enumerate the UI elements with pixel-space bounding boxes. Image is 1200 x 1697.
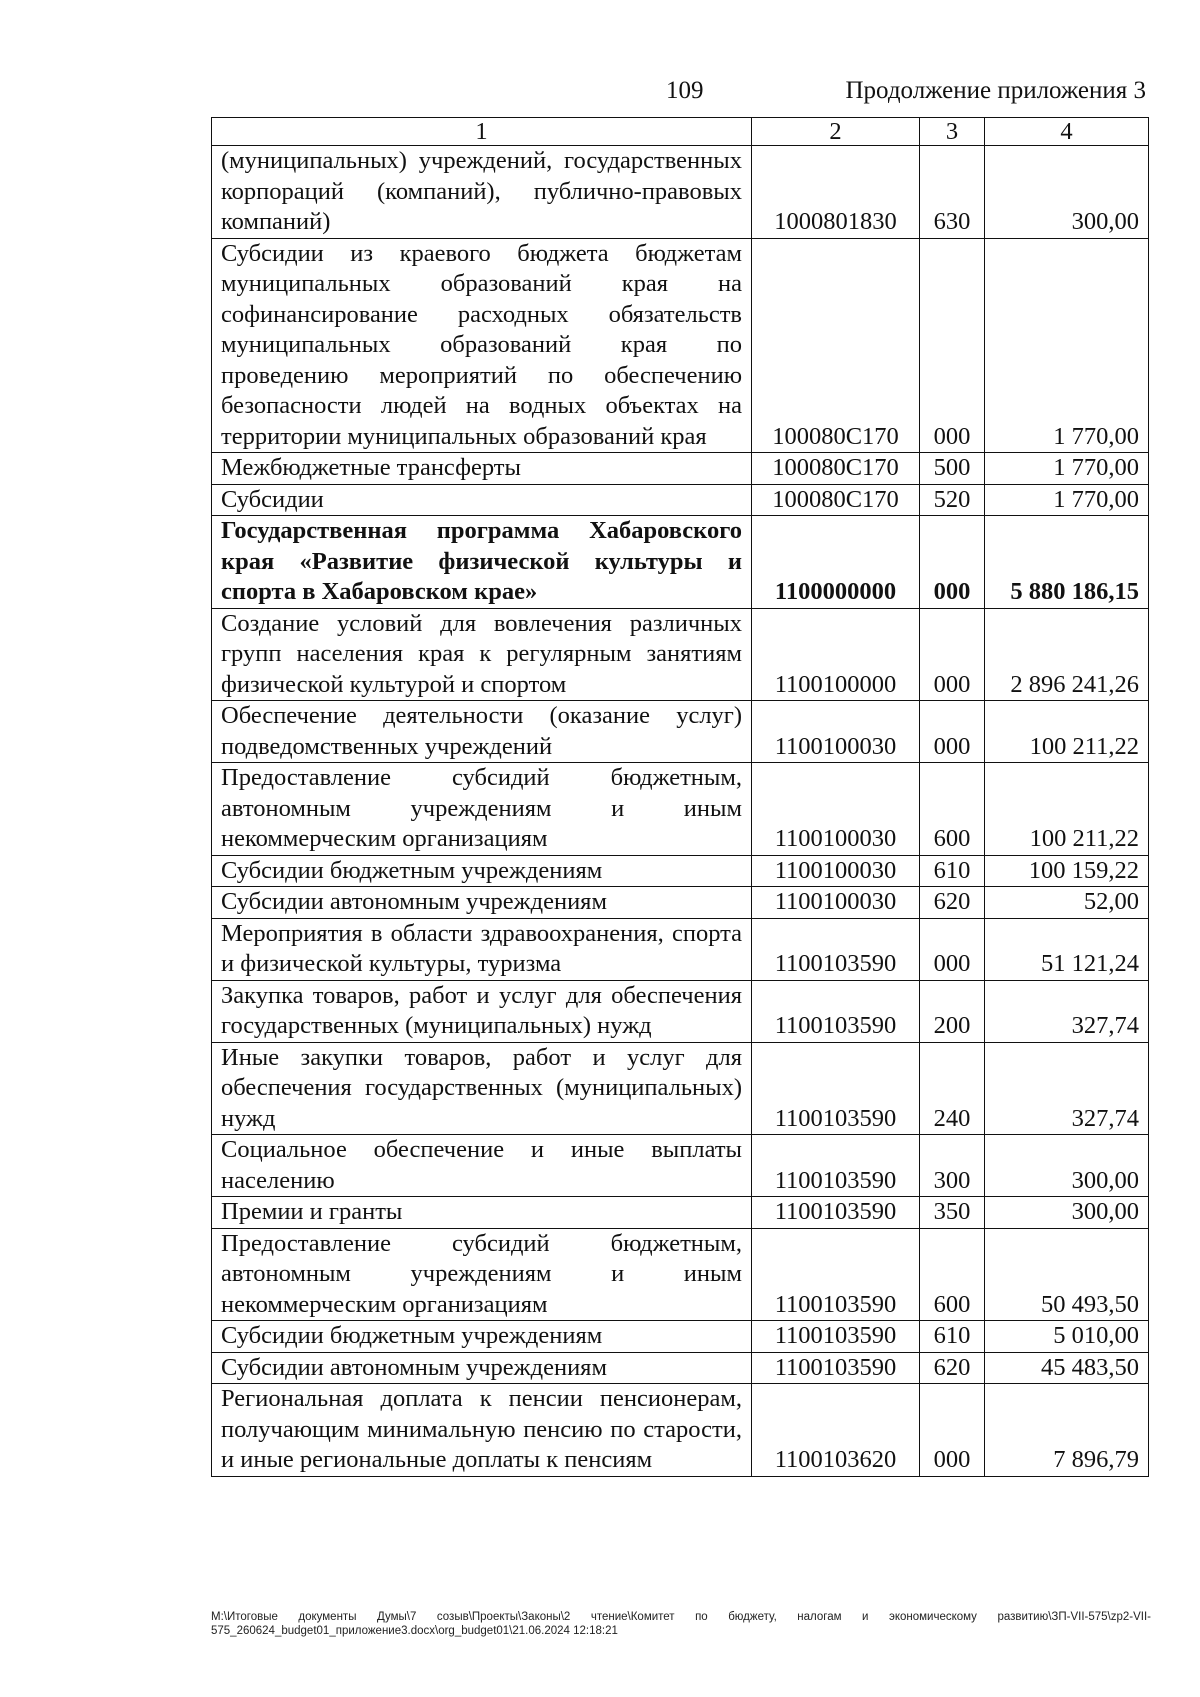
row-amount-cell: 1 770,00 bbox=[985, 238, 1149, 453]
row-code-cell: 100080С170 bbox=[752, 453, 920, 485]
row-name-cell: Субсидии бюджетным учреждениям bbox=[212, 855, 752, 887]
row-type-cell: 600 bbox=[920, 1228, 985, 1321]
row-type-cell: 000 bbox=[920, 1384, 985, 1477]
row-amount-cell: 52,00 bbox=[985, 887, 1149, 919]
row-type-cell: 610 bbox=[920, 855, 985, 887]
column-number-1: 1 bbox=[212, 118, 752, 146]
row-type-cell: 200 bbox=[920, 980, 985, 1042]
row-amount-cell: 51 121,24 bbox=[985, 918, 1149, 980]
row-name-cell: Государственная программа Хабаровского края «Развитие физической культуры и спорта в Хабаровском крае» bbox=[212, 516, 752, 609]
row-name-cell: Мероприятия в области здравоохранения, спорта и физической культуры, туризма bbox=[212, 918, 752, 980]
table-row bbox=[212, 701, 1149, 763]
table-row bbox=[212, 238, 1149, 453]
row-code-cell: 1100103590 bbox=[752, 918, 920, 980]
row-name-cell: Субсидии автономным учреждениям bbox=[212, 1352, 752, 1384]
row-amount-cell: 100 159,22 bbox=[985, 855, 1149, 887]
row-type-cell: 520 bbox=[920, 484, 985, 516]
table-row bbox=[212, 1042, 1149, 1135]
row-code-cell: 1000801830 bbox=[752, 146, 920, 239]
row-code-cell: 100080С170 bbox=[752, 238, 920, 453]
row-amount-cell: 327,74 bbox=[985, 1042, 1149, 1135]
row-code-cell: 1100103590 bbox=[752, 1321, 920, 1353]
row-name-cell: Закупка товаров, работ и услуг для обеспечения государственных (муниципальных) нужд bbox=[212, 980, 752, 1042]
row-type-cell: 000 bbox=[920, 918, 985, 980]
row-name-cell: Субсидии bbox=[212, 484, 752, 516]
row-code-cell: 1100103590 bbox=[752, 1197, 920, 1229]
row-type-cell: 240 bbox=[920, 1042, 985, 1135]
table-row bbox=[212, 146, 1149, 239]
table-row bbox=[212, 453, 1149, 485]
table-row bbox=[212, 1228, 1149, 1321]
table-row bbox=[212, 855, 1149, 887]
column-number-row bbox=[212, 118, 1149, 146]
table-row bbox=[212, 1135, 1149, 1197]
row-code-cell: 1100103590 bbox=[752, 980, 920, 1042]
table-row bbox=[212, 1352, 1149, 1384]
row-name-cell: Обеспечение деятельности (оказание услуг) подведомственных учреждений bbox=[212, 701, 752, 763]
row-type-cell: 630 bbox=[920, 146, 985, 239]
row-type-cell: 300 bbox=[920, 1135, 985, 1197]
row-name-cell: Межбюджетные трансферты bbox=[212, 453, 752, 485]
row-name-cell: (муниципальных) учреждений, государственных корпораций (компаний), публично-правовых компаний) bbox=[212, 146, 752, 239]
row-code-cell: 1100100000 bbox=[752, 608, 920, 701]
row-code-cell: 1100103620 bbox=[752, 1384, 920, 1477]
row-name-cell: Иные закупки товаров, работ и услуг для обеспечения государственных (муниципальных) нужд bbox=[212, 1042, 752, 1135]
row-code-cell: 1100100030 bbox=[752, 763, 920, 856]
row-amount-cell: 50 493,50 bbox=[985, 1228, 1149, 1321]
table-row bbox=[212, 1197, 1149, 1229]
table-row bbox=[212, 1384, 1149, 1477]
row-type-cell: 620 bbox=[920, 887, 985, 919]
row-type-cell: 620 bbox=[920, 1352, 985, 1384]
table-body bbox=[212, 146, 1149, 1477]
row-code-cell: 1100100030 bbox=[752, 701, 920, 763]
table-row bbox=[212, 887, 1149, 919]
row-amount-cell: 45 483,50 bbox=[985, 1352, 1149, 1384]
row-name-cell: Социальное обеспечение и иные выплаты населению bbox=[212, 1135, 752, 1197]
row-type-cell: 500 bbox=[920, 453, 985, 485]
row-code-cell: 1100103590 bbox=[752, 1228, 920, 1321]
row-code-cell: 1100100030 bbox=[752, 887, 920, 919]
column-number-4: 4 bbox=[985, 118, 1149, 146]
row-amount-cell: 2 896 241,26 bbox=[985, 608, 1149, 701]
row-type-cell: 600 bbox=[920, 763, 985, 856]
row-type-cell: 000 bbox=[920, 516, 985, 609]
page-number: 109 bbox=[666, 77, 704, 104]
row-type-cell: 000 bbox=[920, 701, 985, 763]
table-row bbox=[212, 484, 1149, 516]
row-amount-cell: 1 770,00 bbox=[985, 484, 1149, 516]
row-name-cell: Региональная доплата к пенсии пенсионерам, получающим минимальную пенсию по старости, и иные региональные доплаты к пенсиям bbox=[212, 1384, 752, 1477]
row-amount-cell: 327,74 bbox=[985, 980, 1149, 1042]
table-row bbox=[212, 608, 1149, 701]
row-name-cell: Субсидии бюджетным учреждениям bbox=[212, 1321, 752, 1353]
table-row bbox=[212, 516, 1149, 609]
row-amount-cell: 7 896,79 bbox=[985, 1384, 1149, 1477]
column-number-3: 3 bbox=[920, 118, 985, 146]
row-amount-cell: 100 211,22 bbox=[985, 701, 1149, 763]
row-amount-cell: 300,00 bbox=[985, 1197, 1149, 1229]
table-row bbox=[212, 918, 1149, 980]
table-row bbox=[212, 1321, 1149, 1353]
row-type-cell: 000 bbox=[920, 238, 985, 453]
row-amount-cell: 100 211,22 bbox=[985, 763, 1149, 856]
row-code-cell: 100080С170 bbox=[752, 484, 920, 516]
row-type-cell: 000 bbox=[920, 608, 985, 701]
row-type-cell: 350 bbox=[920, 1197, 985, 1229]
row-name-cell: Премии и гранты bbox=[212, 1197, 752, 1229]
row-amount-cell: 5 010,00 bbox=[985, 1321, 1149, 1353]
row-name-cell: Предоставление субсидий бюджетным, автономным учреждениям и иным некоммерческим организациям bbox=[212, 763, 752, 856]
row-amount-cell: 5 880 186,15 bbox=[985, 516, 1149, 609]
row-code-cell: 1100000000 bbox=[752, 516, 920, 609]
row-code-cell: 1100100030 bbox=[752, 855, 920, 887]
file-path-footer: М:\Итоговые документы Думы\7 созыв\Проекты\Законы\2 чтение\Комитет по бюджету, налогам и экономическому развитию\ЗП-VII-575\zp2-VII-575_260624_budget01_приложение3.docx\org_budget01\21.06.2024 12:18:21 bbox=[211, 1611, 1151, 1637]
row-code-cell: 1100103590 bbox=[752, 1135, 920, 1197]
row-name-cell: Создание условий для вовлечения различных групп населения края к регулярным занятиям физической культурой и спортом bbox=[212, 608, 752, 701]
row-amount-cell: 300,00 bbox=[985, 1135, 1149, 1197]
budget-table bbox=[211, 117, 1149, 1477]
column-number-2: 2 bbox=[752, 118, 920, 146]
row-code-cell: 1100103590 bbox=[752, 1352, 920, 1384]
row-amount-cell: 1 770,00 bbox=[985, 453, 1149, 485]
row-name-cell: Субсидии автономным учреждениям bbox=[212, 887, 752, 919]
continuation-caption: Продолжение приложения 3 bbox=[845, 77, 1146, 104]
row-code-cell: 1100103590 bbox=[752, 1042, 920, 1135]
table-row bbox=[212, 980, 1149, 1042]
row-name-cell: Субсидии из краевого бюджета бюджетам муниципальных образований края на софинансирование расходных обязательств муниципальных образований края по проведению мероприятий по обеспечению безопасности людей на водных объектах на территории муниципальных образований края bbox=[212, 238, 752, 453]
table-row bbox=[212, 763, 1149, 856]
row-amount-cell: 300,00 bbox=[985, 146, 1149, 239]
row-type-cell: 610 bbox=[920, 1321, 985, 1353]
row-name-cell: Предоставление субсидий бюджетным, автономным учреждениям и иным некоммерческим организациям bbox=[212, 1228, 752, 1321]
